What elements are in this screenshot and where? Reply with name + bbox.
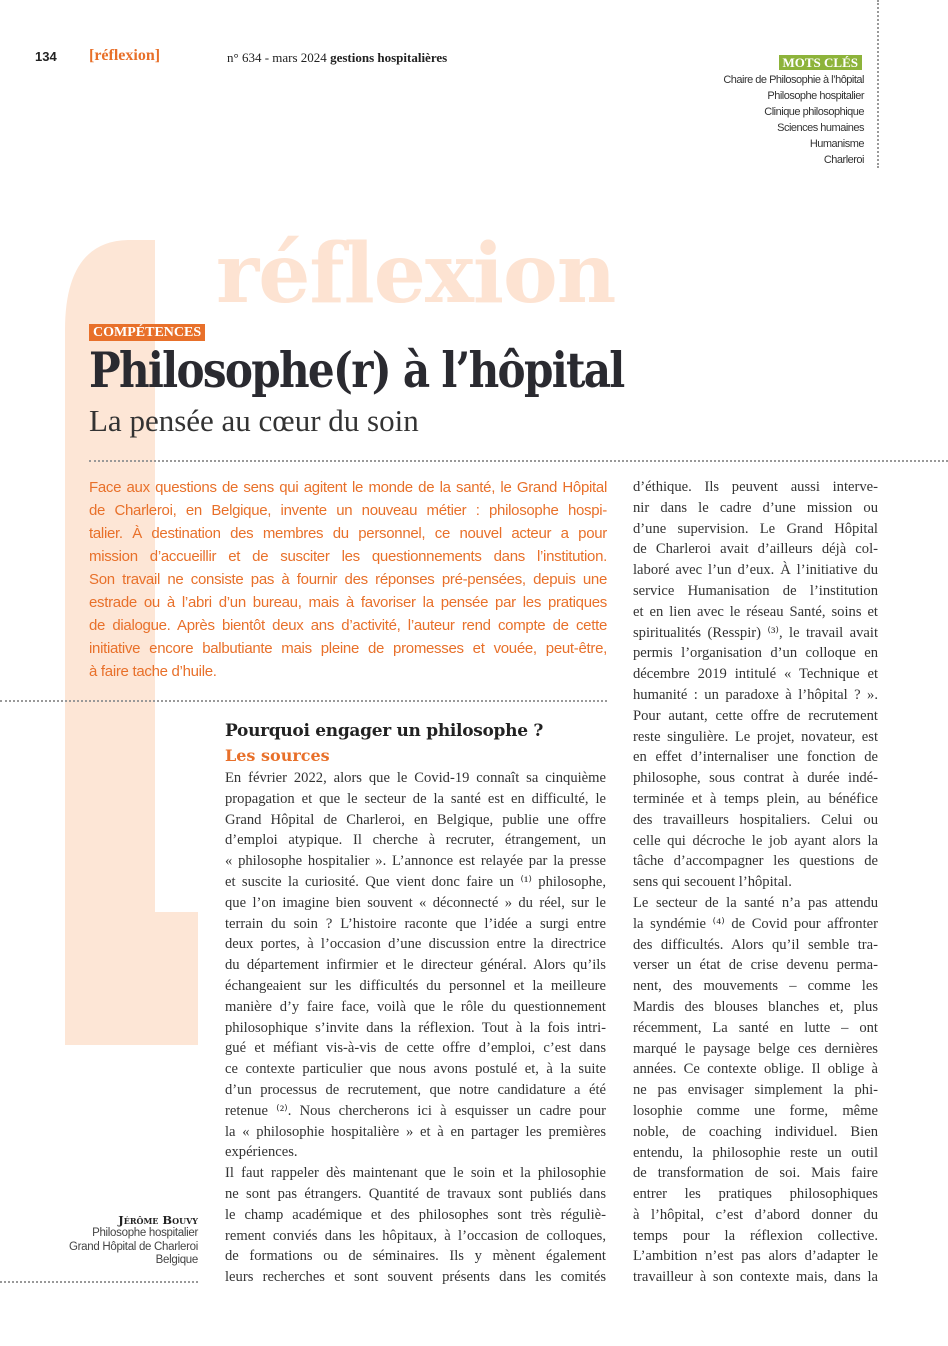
keyword-item: Humanisme xyxy=(809,138,864,150)
intro-line: à faire tache d’huile. xyxy=(89,663,217,680)
body-text-line: losophie comme une forme, même xyxy=(633,1102,878,1119)
body-column-left xyxy=(225,768,606,1288)
intro-line: estrade ou à l’abri d’un bureau, mais à favoriser la pensée par les pratiques xyxy=(89,594,607,611)
body-text-line: reste singulière. Le projet, novateur, est xyxy=(633,728,878,745)
body-text-line: spiritualités (Resspir) ⁽³⁾, le travail avait xyxy=(633,624,878,641)
body-text-line: des difficultés. Alors qu’il semble tra- xyxy=(633,936,878,953)
body-column-right xyxy=(633,477,878,1288)
body-text-line: « philosophe hospitalier ». L’annonce est relayée par la presse xyxy=(225,853,606,870)
section-watermark: réflexion xyxy=(216,226,616,322)
intro-line: de dialogue. Après bientôt deux ans d’activité, l’auteur rend compte de cette xyxy=(89,617,607,634)
body-text-line: décembre 2019 intitulé « Technique et xyxy=(633,666,878,683)
page-number: 134 xyxy=(35,49,57,64)
body-text-line: échangeaient sur les difficultés du personnel et la meilleure xyxy=(225,977,606,994)
keywords-list xyxy=(723,72,864,168)
keyword-item: Chaire de Philosophie à l’hôpital xyxy=(723,74,864,86)
body-text-line: noble, de coaching individuel. Bien xyxy=(633,1123,878,1140)
magazine-name: gestions hospitalières xyxy=(330,50,448,65)
body-text-line: en effet d’internaliser une fonction de xyxy=(633,749,878,766)
divider xyxy=(0,700,607,702)
body-text-line: entendu, la philosophie reste un outil xyxy=(633,1144,878,1161)
body-text-line: terrain du soin ? L’histoire raconte que l’idée a surgi entre xyxy=(225,915,606,932)
body-text-line: des travailleurs hospitaliers. Celui ou xyxy=(633,811,878,828)
body-text-line: d’emploi atypique. Il cherche à recruter, étrangement, un xyxy=(225,832,606,849)
body-text-line: temps pour la réflexion collective. xyxy=(633,1227,878,1244)
author-name: Jérôme Bouvy xyxy=(118,1213,198,1227)
body-text-line: d’une supervision. Le Grand Hôpital xyxy=(633,520,878,537)
body-text-line: rement conviés dans les hôpitaux, à l’occasion de colloques, xyxy=(225,1227,606,1244)
body-text-line: retenue ⁽²⁾. Nous chercherons ici à esquisser un cadre pour xyxy=(225,1102,606,1119)
keyword-item: Sciences humaines xyxy=(777,122,864,134)
body-text-line: la « philosophie hospitalière » et à en partager les premières xyxy=(225,1123,606,1140)
body-text-line: Grand Hôpital de Charleroi, en Belgique, publie une offre xyxy=(225,811,606,828)
keyword-item: Philosophe hospitalier xyxy=(767,90,864,102)
body-text-line: manière d’y faire face, voilà que le rôle du questionnement xyxy=(225,998,606,1015)
body-text-line: terminée et à temps plein, au bénéfice xyxy=(633,790,878,807)
divider xyxy=(89,460,948,462)
author-institution: Grand Hôpital de Charleroi xyxy=(69,1240,198,1253)
body-text-line: et suscite la curiosité. Que vient donc faire un ⁽¹⁾ philosophe, xyxy=(225,873,606,890)
body-text-line: laboré avec l’un d’eux. À l’initiative du xyxy=(633,562,878,579)
body-text-line: Il faut rappeler dès maintenant que le soin et la philosophie xyxy=(225,1165,606,1182)
article-title: Philosophe(r) à l’hôpital xyxy=(89,341,624,399)
subsection-heading: Les sources xyxy=(225,746,330,765)
body-text-line: entrer les pratiques philosophiques xyxy=(633,1186,878,1203)
body-text-line: Mardis des blouses blanches et, plus xyxy=(633,998,878,1015)
body-text-line: à l’hôpital, c’est d’abord donner du xyxy=(633,1206,878,1223)
intro-line: de Charleroi, en Belgique, invente un nouveau métier : philosophe hospi- xyxy=(89,502,607,519)
keyword-item: Charleroi xyxy=(823,154,864,166)
body-text-line: ne sont pas étrangers. Quantité de travaux sont publiés dans xyxy=(225,1185,606,1202)
body-text-line: de Charleroi avait d’ailleurs déjà col- xyxy=(633,541,878,558)
body-text-line: leurs recherches et sont souvent présents dans les comités xyxy=(225,1269,606,1286)
keyword-item: Clinique philosophique xyxy=(764,106,864,118)
article-subtitle: La pensée au cœur du soin xyxy=(89,403,419,438)
body-text-line: ne pas envisager simplement la phi- xyxy=(633,1082,878,1099)
section-heading: Pourquoi engager un philosophe ? xyxy=(225,721,543,741)
body-text-line: d’éthique. Ils peuvent aussi interve- xyxy=(633,479,878,495)
body-text-line: propagation et que le secteur de la santé est en difficulté, le xyxy=(225,790,606,807)
body-text-line: la syndémie ⁽⁴⁾ de Covid pour affronter xyxy=(633,915,878,932)
author-block xyxy=(69,1213,198,1268)
body-text-line: Le secteur de la santé n’a pas attendu xyxy=(633,894,878,911)
intro-line: talier. À destination des membres du personnel, ce nouvel acteur a pour xyxy=(89,525,607,542)
body-text-line: humanité : un paradoxe à l’hôpital ? ». xyxy=(633,686,878,703)
rubric-label: [réflexion] xyxy=(89,47,161,64)
intro-line: Son travail ne consiste pas à fournir des réponses pré-pensées, depuis une xyxy=(89,571,607,588)
body-text-line: du département infirmier et le directeur général. Alors qu’ils xyxy=(225,957,606,974)
intro-line: mission d’accueillir et de susciter les questionnements dans l’institution. xyxy=(89,548,607,565)
body-text-line: celle qui décroche le job ayant alors la xyxy=(633,832,878,849)
author-country: Belgique xyxy=(155,1254,198,1266)
body-text-line: philosophique s’invite dans la réflexion. Tout à la fois intri- xyxy=(225,1019,606,1036)
body-text-line: expériences. xyxy=(225,1144,298,1161)
body-text-line: le champ académique et des philosophes sont très réguliè- xyxy=(225,1206,606,1223)
body-text-line: que l’on imagine bien souvent « déconnecté » du réel, sur le xyxy=(225,894,606,911)
body-text-line: deux portes, à l’occasion d’une discussion entre la directrice xyxy=(225,936,606,953)
category-badge: COMPÉTENCES xyxy=(89,324,205,341)
keywords-badge: MOTS CLÉS xyxy=(779,55,863,70)
body-text-line: de formations ou de séminaires. Ils y mènent également xyxy=(225,1248,606,1265)
issue-info xyxy=(227,50,447,66)
body-text-line: nir dans le cadre d’une mission ou xyxy=(633,499,878,516)
body-text-line: récemment, La santé en lutte – ont xyxy=(633,1019,878,1036)
body-text-line: verser un état de crise devenu perma- xyxy=(633,957,878,974)
issue-number: n° 634 - mars 2024 xyxy=(227,50,327,65)
body-text-line: ce contexte particulier que nous avons postulé et, à la suite xyxy=(225,1061,606,1078)
body-text-line: L’ambition n’est pas alors d’adapter le xyxy=(633,1248,878,1265)
body-text-line: gué et méfiant vis-à-vis de cette offre d’emploi, c’est dans xyxy=(225,1040,606,1057)
body-text-line: d’un processus de recrutement, que notre candidature a été xyxy=(225,1081,606,1098)
body-text-line: sens qui secouent l’hôpital. xyxy=(633,874,792,891)
intro-line: initiative encore balbutiante mais pleine de promesses et vouée, peut-être, xyxy=(89,640,607,657)
body-text-line: En février 2022, alors que le Covid-19 connaît sa cinquième xyxy=(225,770,606,786)
body-text-line: Pour autant, cette offre de recrutement xyxy=(633,707,878,724)
author-role: Philosophe hospitalier xyxy=(92,1227,198,1239)
body-text-line: marqué le paysage belge ces dernières xyxy=(633,1040,878,1057)
body-text-line: travailleur à son contexte mais, dans la xyxy=(633,1269,878,1286)
body-text-line: de transformation de soi. Mais faire xyxy=(633,1165,878,1182)
body-text-line: et en lien avec le réseau Santé, soins et xyxy=(633,603,878,620)
article-intro xyxy=(89,476,607,683)
body-text-line: nent, des mouvements – comme les xyxy=(633,978,878,995)
vertical-divider xyxy=(877,0,879,168)
body-text-line: années. Ce contexte oblige. Il oblige à xyxy=(633,1061,878,1078)
body-text-line: philosophe, sous contrat à durée indé- xyxy=(633,770,878,787)
body-text-line: tâche d’accompagner les questions de xyxy=(633,853,878,870)
body-text-line: service Humanisation de l’institution xyxy=(633,582,878,599)
divider xyxy=(0,1281,198,1283)
body-text-line: permis l’organisation d’un colloque en xyxy=(633,645,878,662)
intro-line: Face aux questions de sens qui agitent le monde de la santé, le Grand Hôpital xyxy=(89,479,607,496)
